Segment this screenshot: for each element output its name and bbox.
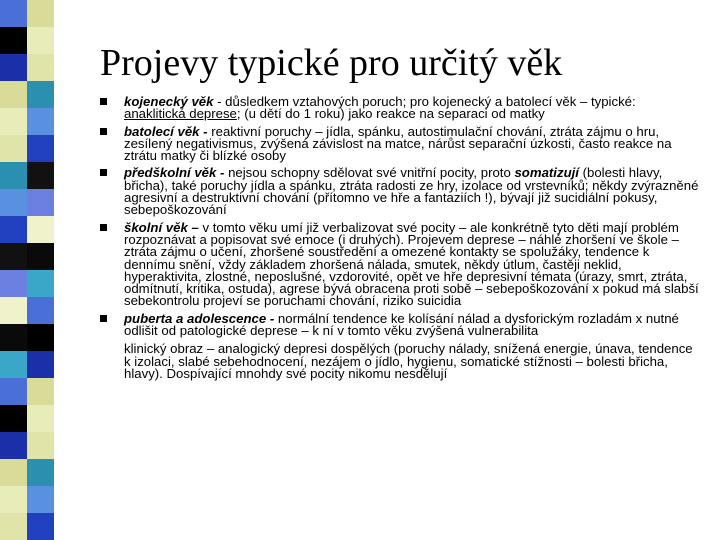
item-term: batolecí věk - [124,123,208,139]
stripe-block [27,405,54,432]
stripe-block [0,378,27,405]
list-item [100,96,700,121]
bullet-list [100,96,700,380]
stripe-block [27,243,54,270]
stripe-block [27,270,54,297]
slide-title: Projevy typické pro určitý věk [100,42,563,84]
stripe-block [0,432,27,459]
stripe-block [27,432,54,459]
stripe-block [27,0,54,27]
bullet-square-icon [100,224,107,231]
stripe-block [27,459,54,486]
stripe-block [27,351,54,378]
bullet-square-icon [100,128,107,135]
item-term: puberta a adolescence - [124,310,275,326]
stripe-block [0,135,27,162]
stripe-block [27,54,54,81]
item-term: kojenecký věk [124,94,214,109]
bullet-square-icon [100,169,107,176]
stripe-block [0,189,27,216]
stripe-block [0,216,27,243]
list-item [100,310,700,339]
stripe-block [27,513,54,540]
stripe-block [0,108,27,135]
item-term: předškolní věk - [124,165,225,181]
stripe-block [0,270,27,297]
item-underlined-text: anaklitická deprese [124,106,237,122]
bullet-square-icon [100,98,107,105]
stripe-block [0,81,27,108]
stripe-block [27,378,54,405]
list-item [100,123,700,164]
stripe-block [0,351,27,378]
item-strong-text: somatizují [514,165,579,181]
stripe-block [27,27,54,54]
extra-paragraph: klinický obraz – analogický depresi dospělých (poruchy nálady, snížená energie, únava, tendence k izolaci, slabé sebehodnocení, nezájem o jídlo, hygienu, somatické stížnosti – bolesti břicha, hlavy). Dospívající mnohdy své pocity nikomu nesdělují [124,341,693,381]
stripe-block [27,324,54,351]
stripe-block [0,243,27,270]
stripe-block [0,486,27,513]
item-text: normální tendence ke kolísání nálad a dysforickým rozladám x nutné odlišit od patologické deprese – k ní v tomto věku zvýšená vulnerabilita [124,310,679,339]
decorative-stripe [0,0,54,540]
stripe-block [0,459,27,486]
stripe-block [27,486,54,513]
stripe-block [27,216,54,243]
stripe-block [0,54,27,81]
stripe-block [0,405,27,432]
stripe-block [27,81,54,108]
stripe-block [0,324,27,351]
stripe-block [0,162,27,189]
stripe-block [0,0,27,27]
item-text: (bolesti hlavy, břicha), také poruchy jídla a spánku, ztráta radosti ze hry, izolace od vrstevníků; někdy zvýrazněné agresivní a destruktivní chování (přítomno ve hře a fantaziích !), bývají již sucidiální pokusy, sebepoškozování [124,165,699,218]
item-text: v tomto věku umí již verbalizovat své pocity – ale konkrétně tyto děti mají problém rozpoznávat a popisovat své emoce (i druhých). Projevem deprese – náhlé zhoršení ve škole – ztráta zájmu o učení, zhoršené soustředění a omezené kontakty se spolužáky, tendence k dennímu snění, vždy základem zhoršená nálada, smutek, někdy útlum, častěji neklid, hyperaktivita, zlostné, neposlušné, vzdorovité, opět ve hře depresivní témata (úrazy, smrt, ztráta, odmítnutí, kritika, ostuda), agrese bývá obracena proti sobě – sebepoškozování x pokud má slabší sebekontrolu projeví se poruchami chování, riziko suicidia [124,219,699,309]
stripe-block [27,189,54,216]
stripe-block [0,27,27,54]
stripe-block [0,513,27,540]
bullet-square-icon [100,315,107,322]
item-text: reaktivní poruchy – jídla, spánku, autostimulační chování, ztráta zájmu o hru, zesílený negativismus, zvýšená závislost na matce, nárůst separační úzkosti, často reakce na ztrátu matky či blízké osoby [124,123,672,164]
stripe-block [0,297,27,324]
stripe-block [27,135,54,162]
stripe-block [27,108,54,135]
stripe-block [27,162,54,189]
item-text: nejsou schopny sdělovat své vnitřní pocity, proto [224,165,515,181]
list-item [100,167,700,216]
item-text: ; (u dětí do 1 roku) jako reakce na separaci od matky [236,106,545,122]
stripe-block [27,297,54,324]
list-item [100,219,700,309]
item-term: školní věk – [124,219,199,235]
item-text: - důsledkem vztahových poruch; pro kojenecký a batolecí věk – typické: [213,94,636,109]
